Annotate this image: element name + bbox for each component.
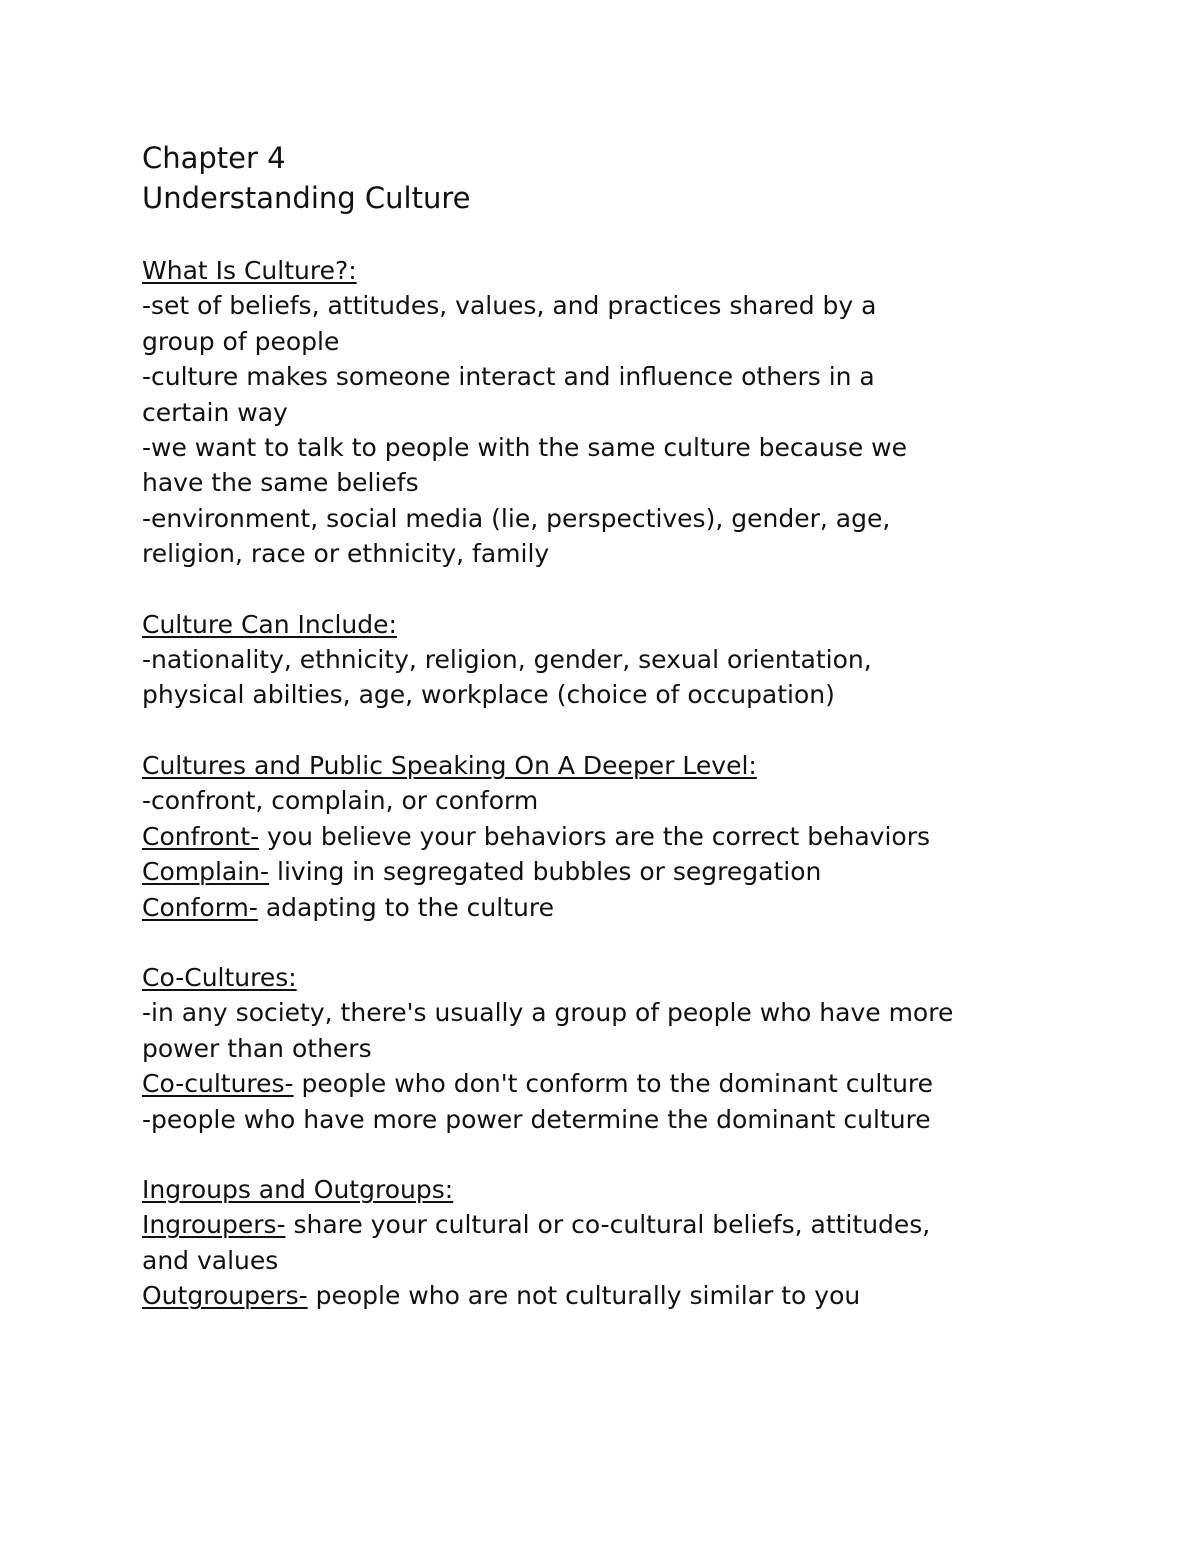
term-definition: share your cultural or co-cultural beliefs, attitudes,	[285, 1210, 931, 1240]
section-heading: Cultures and Public Speaking On A Deeper Level:	[142, 750, 757, 780]
section-co-cultures	[142, 960, 1082, 1137]
definition-line	[142, 819, 1082, 854]
text-line: -culture makes someone interact and influence others in a	[142, 362, 875, 392]
text-line: -people who have more power determine the dominant culture	[142, 1104, 931, 1134]
text-line: -set of beliefs, attitudes, values, and practices shared by a	[142, 291, 877, 321]
term-definition: you believe your behaviors are the correct behaviors	[259, 821, 931, 851]
text-line: -nationality, ethnicity, religion, gender, sexual orientation,	[142, 645, 872, 675]
page-title: Understanding Culture	[142, 181, 471, 215]
section-heading: Culture Can Include:	[142, 609, 397, 639]
term-definition: people who don't conform to the dominant culture	[293, 1069, 934, 1099]
text-line: -confront, complain, or conform	[142, 786, 539, 816]
text-line: certain way	[142, 397, 288, 427]
section-ingroups-outgroups	[142, 1172, 1082, 1314]
term-definition: living in segregated bubbles or segregation	[269, 857, 822, 887]
text-line: religion, race or ethnicity, family	[142, 539, 550, 569]
definition-line	[142, 1207, 1082, 1242]
text-line: -environment, social media (lie, perspectives), gender, age,	[142, 503, 891, 533]
text-line: power than others	[142, 1033, 372, 1063]
definition-line	[142, 890, 1082, 925]
section-public-speaking	[142, 748, 1082, 925]
text-line: -we want to talk to people with the same culture because we	[142, 433, 907, 463]
definition-line	[142, 1066, 1082, 1101]
section-heading: What Is Culture?:	[142, 256, 357, 285]
term-label: Outgroupers-	[142, 1281, 308, 1311]
text-line: -in any society, there's usually a group of people who have more	[142, 998, 954, 1028]
term-label: Complain-	[142, 857, 270, 887]
text-line: physical abilties, age, workplace (choice of occupation)	[142, 680, 835, 710]
definition-line	[142, 854, 1082, 889]
term-label: Confront-	[142, 821, 260, 851]
chapter-label: Chapter 4	[142, 141, 286, 175]
document-page	[142, 138, 1082, 1314]
section-culture-can-include	[142, 607, 1082, 713]
text-line: group of people	[142, 326, 340, 356]
term-definition: adapting to the culture	[257, 892, 554, 922]
section-heading: Ingroups and Outgroups:	[142, 1174, 454, 1204]
term-label: Conform-	[142, 892, 258, 922]
section-heading: Co-Cultures:	[142, 962, 297, 992]
term-definition: people who are not culturally similar to you	[307, 1281, 861, 1311]
text-line: and values	[142, 1245, 279, 1275]
term-label: Ingroupers-	[142, 1210, 286, 1240]
term-label: Co-cultures-	[142, 1069, 294, 1099]
text-line: have the same beliefs	[142, 468, 419, 498]
section-what-is-culture	[142, 253, 1082, 572]
definition-line	[142, 1278, 1082, 1313]
